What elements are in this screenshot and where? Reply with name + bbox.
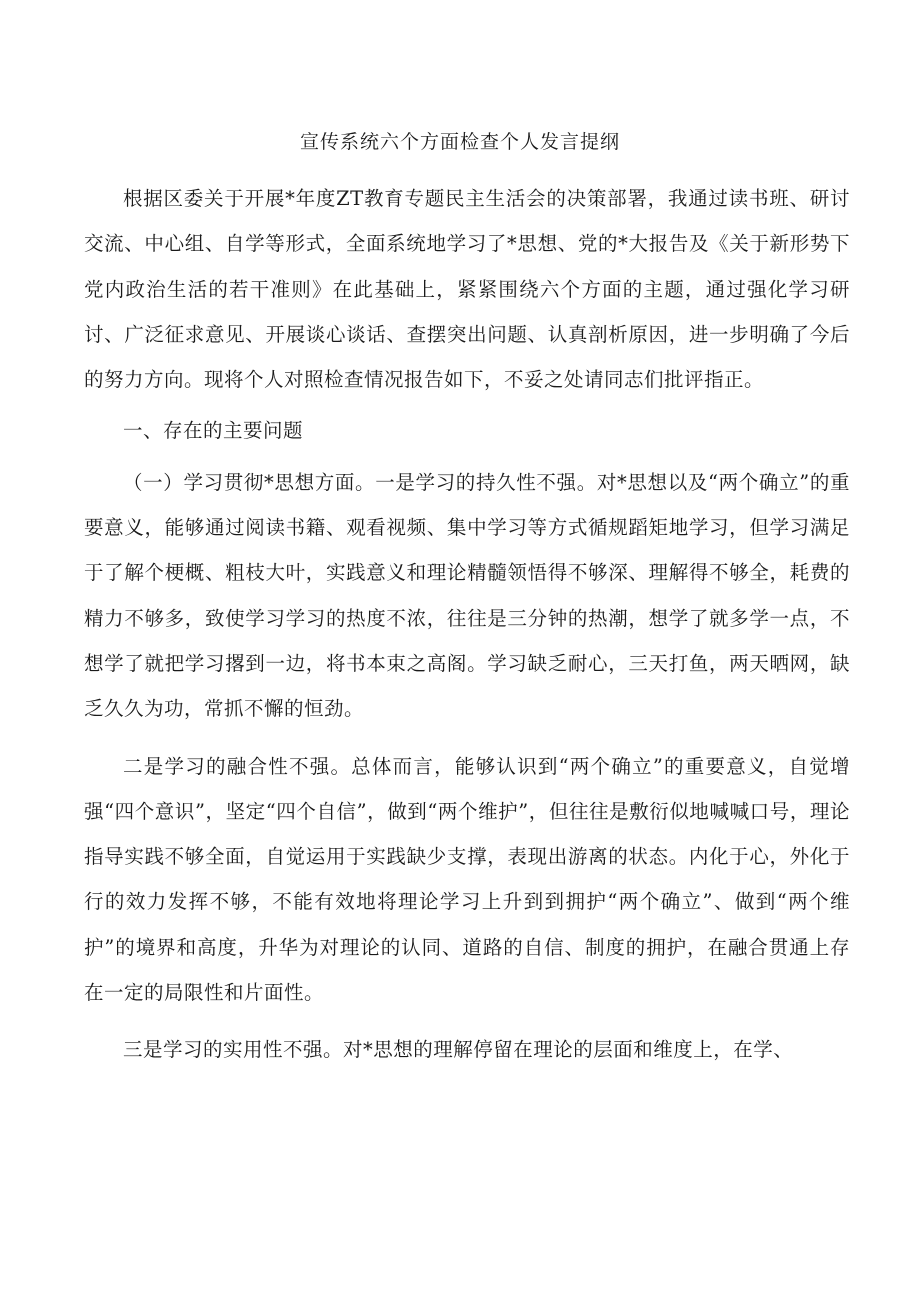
paragraph-issue-3: 三是学习的实用性不强。对*思想的理解停留在理论的层面和维度上，在学、 <box>123 1038 794 1062</box>
paragraph-issue-2: 二是学习的融合性不强。总体而言，能够认识到“两个确立”的重要意义，自觉增强“四个意识”，坚定“四个自信”，做到“两个维护”，但往往是敷衍似地喊喊口号，理论指导实践不够全面，自觉运用于实践缺少支撑，表现出游离的状态。内化于心，外化于行的效力发挥不够，不能有效地将理论学习上升到到拥护“两个确立”、做到“两个维护”的境界和高度，升华为对理论的认同、道路的自信、制度的拥护，在融合贯通上存在一定的局限性和片面性。 <box>84 754 850 1005</box>
document-title: 宣传系统六个方面检查个人发言提纲 <box>299 131 620 153</box>
section-heading: 一、存在的主要问题 <box>123 419 304 443</box>
paragraph-issue-1: （一）学习贯彻*思想方面。一是学习的持久性不强。对*思想以及“两个确立”的重要意义，能够通过阅读书籍、观看视频、集中学习等方式循规蹈矩地学习，但学习满足于了解个梗概、粗枝大叶，实践意义和理论精髓领悟得不够深、理解得不够全，耗费的精力不够多，致使学习学习的热度不浓，往往是三分钟的热潮，想学了就多学一点，不想学了就把学习撂到一边，将书本束之高阁。学习缺乏耐心，三天打鱼，两天晒网，缺乏久久为功，常抓不懈的恒劲。 <box>84 470 850 721</box>
intro-paragraph: 根据区委关于开展*年度ZT教育专题民主生活会的决策部署，我通过读书班、研讨交流、中心组、自学等形式，全面系统地学习了*思想、党的*大报告及《关于新形势下党内政治生活的若干准则》在此基础上，紧紧围绕六个方面的主题，通过强化学习研讨、广泛征求意见、开展谈心谈话、查摆突出问题、认真剖析原因，进一步明确了今后的努力方向。现将个人对照检查情况报告如下，不妥之处请同志们批评指正。 <box>84 187 850 392</box>
document-body <box>84 176 850 1073</box>
